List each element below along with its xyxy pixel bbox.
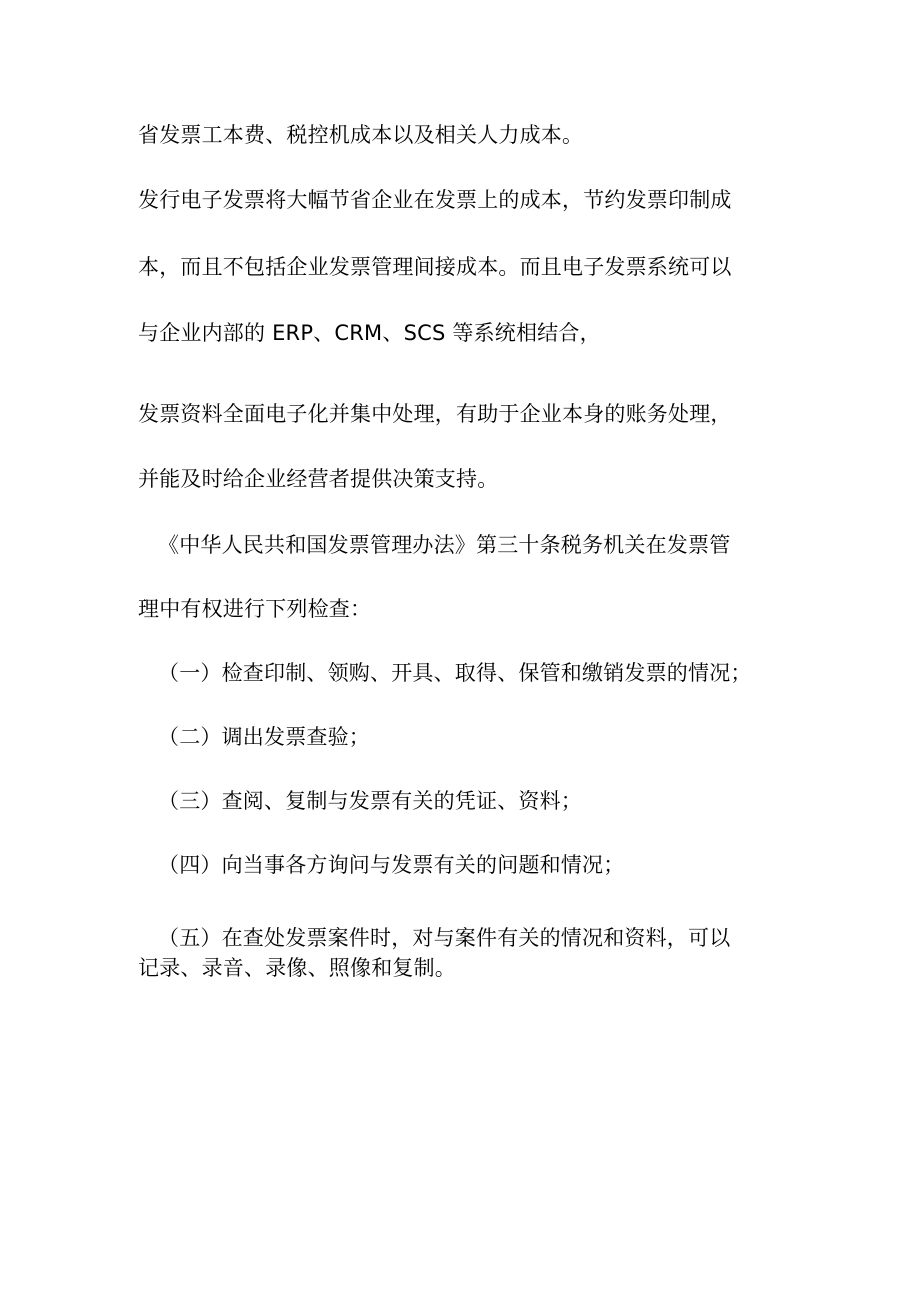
text-line: 与企业内部的 ERP、CRM、SCS 等系统相结合， [138,321,601,345]
list-item: （四）向当事各方询问与发票有关的问题和情况； [158,853,625,877]
list-item: （三）查阅、复制与发票有关的凭证、资料； [158,789,582,813]
list-item: （二）调出发票查验； [158,725,370,749]
text-line: 发行电子发票将大幅节省企业在发票上的成本，节约发票印制成 [138,188,732,212]
text-line: 省发票工本费、税控机成本以及相关人力成本。 [138,123,584,147]
text-line: 发票资料全面电子化并集中处理，有助于企业本身的账务处理， [138,402,732,426]
list-item: （五）在查处发票案件时，对与案件有关的情况和资料，可以 [158,926,731,950]
text-line: 《中华人民共和国发票管理办法》第三十条税务机关在发票管 [158,533,731,557]
text-line: 并能及时给企业经营者提供决策支持。 [138,467,499,491]
list-item: （一）检查印制、领购、开具、取得、保管和缴销发票的情况； [158,661,752,685]
text-line: 本，而且不包括企业发票管理间接成本。而且电子发票系统可以 [138,255,732,279]
text-line: 理中有权进行下列检查： [138,597,372,621]
text-line: 记录、录音、录像、照像和复制。 [138,956,456,980]
